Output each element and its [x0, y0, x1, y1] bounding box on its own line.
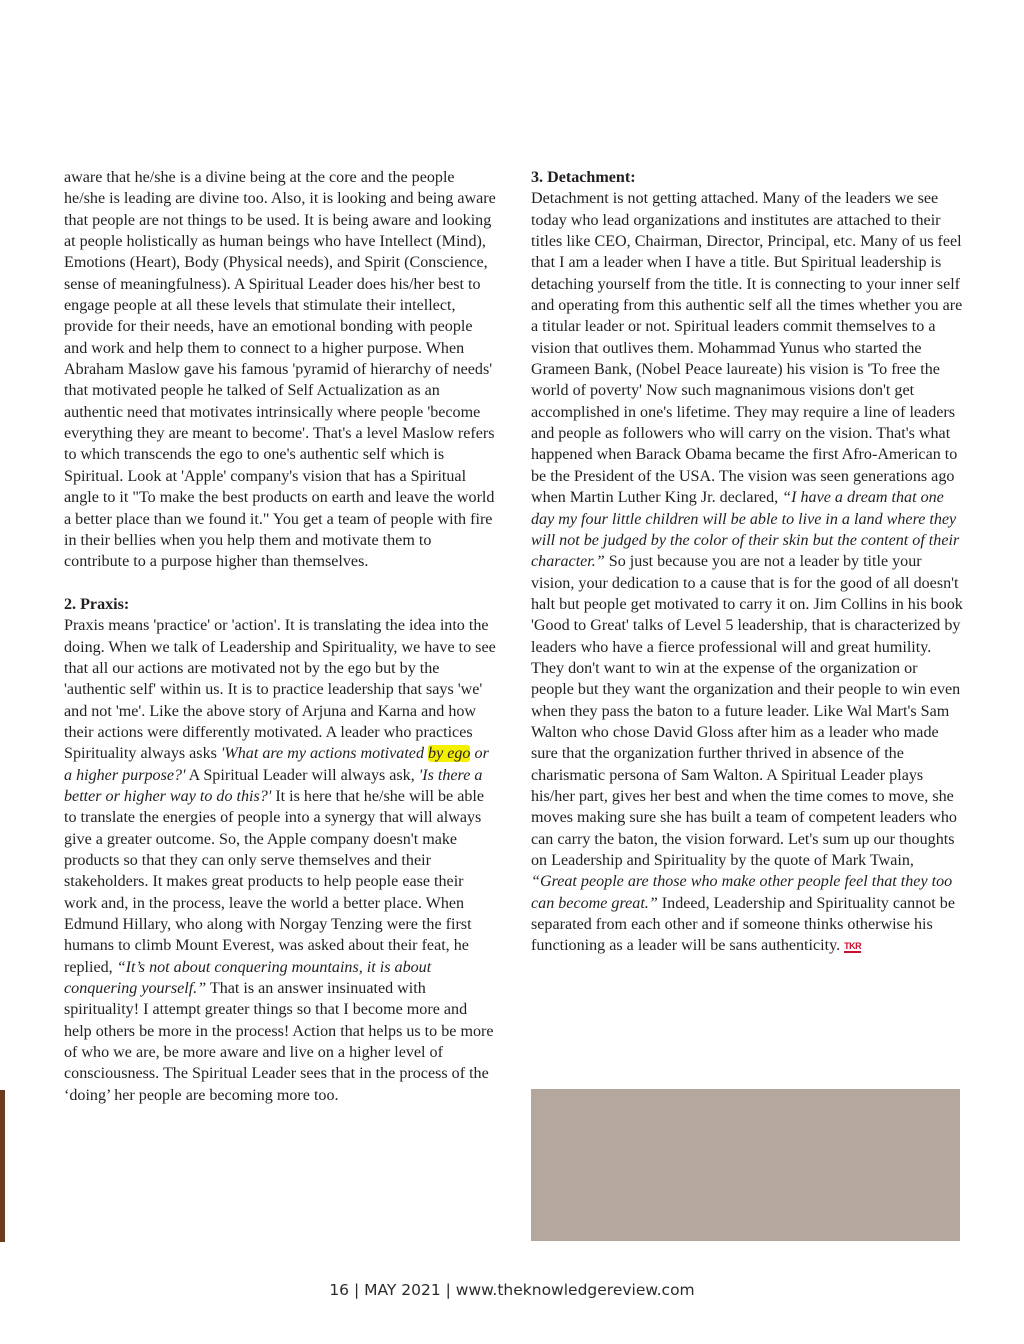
- heading-praxis: 2. Praxis:: [64, 595, 130, 613]
- praxis-text-1: Praxis means 'practice' or 'action'. It is translating the idea into the doing. When we talk of Leadership and Spirituality, we have to see that all our actions are motivated not by the ego but by the 'authentic self' within us. It is to practice leadership that says 'we' and not 'me'. Like the above story of Arjuna and Karna and how their actions were differently motivated. A leader who practices Spirituality always asks: [64, 617, 496, 763]
- praxis-text-2: A Spiritual Leader will always ask,: [185, 766, 419, 784]
- side-accent-bar: [0, 1090, 5, 1242]
- tkr-end-logo-icon: TKR: [844, 941, 862, 952]
- detachment-text-2: So just because you are not a leader by title your vision, your dedication to a cause that is for the good of all doesn't halt but people get motivated to carry it on. Jim Collins in his book 'Good to Great' talks of Level 5 leadership, that is characterized by leaders who have a fierce professional will and great humility. They don't want to win at the expense of the organization or people but they want the organization and their people to win even when they pass the baton to a future leader. Like Wal Mart's Sam Walton who chose David Gloss after him as a leader who made sure that the organization further thrived in absence of the charismatic persona of Sam Walton. A Spiritual Leader plays his/her part, gives her best and when the time comes to move, she moves making sure she has built a team of competent leaders who can carry the baton, the vision forward. Let's sum up our thoughts on Leadership and Spirituality by the quote of Mark Twain,: [531, 553, 963, 869]
- detachment-paragraph: [531, 188, 963, 956]
- quote-motivation-start: 'What are my actions motivated: [220, 745, 424, 763]
- intro-paragraph: aware that he/she is a divine being at the core and the people he/she is leading are divine too. Also, it is looking and being aware that people are not things to be used. It is being aware and looking at people holistically as human beings who have Intellect (Mind), Emotions (Heart), Body (Physical needs), and Spirit (Conscience, sense of meaningfulness). A Spiritual Leader does his/her best to engage people at all these levels that stimulate their intellect, provide for their needs, have an emotional bonding with people and work and help them to connect to a higher purpose. When Abraham Maslow gave his famous 'pyramid of hierarchy of needs' that motivated people he talked of Self Actualization as an authentic need that motivates intrinsically where people 'become everything they are meant to become'. That's a level Maslow refers to which transcends the ego to one's authentic self which is Spiritual. Look at 'Apple' company's vision that has a Spiritual angle to it "To make the best products on earth and leave the world a better place than we found it." You get a team of people with fire in their bellies when you help them and motivate them to contribute to a purpose higher than themselves.: [64, 169, 496, 571]
- detachment-text-1: Detachment is not getting attached. Many of the leaders we see today who lead organizations and institutes are attached to their titles like CEO, Chairman, Director, Principal, etc. Many of us feel that I am a leader when I have a title. But Spiritual leadership is detaching yourself from the title. It is connecting to your inner self and operating from this authentic self all the times whether you are a titular leader or not. Spiritual leaders commit themselves to a vision that outlives them. Mohammad Yunus who started the Grameen Bank, (Nobel Peace laureate) his vision is 'To free the world of poverty' Now such magnanimous visions don't get accomplished in one's lifetime. They may require a line of leaders and people as followers who will carry on the vision. That's what happened when Barack Obama became the first Afro-American to be the President of the USA. The vision was seen generations ago when Martin Luther King Jr. declared,: [531, 190, 963, 507]
- praxis-text-4: That is an answer insinuated with spirituality! I attempt greater things so that I become more and help others be more in the process! Action that helps us to be more of who we are, be more aware and live on a higher level of consciousness. The Spiritual Leader sees that in the process of the ‘doing’ her people are becoming more too.: [64, 980, 494, 1104]
- right-column: [531, 167, 963, 957]
- page-footer: 16 | MAY 2021 | www.theknowledgereview.com: [329, 1281, 695, 1299]
- quote-motivation-end: or a higher purpose?': [64, 745, 489, 784]
- praxis-paragraph: [64, 615, 496, 1106]
- praxis-text-3: It is here that he/she will be able to translate the energies of people into a synergy that will always give a greater outcome. So, the Apple company doesn't make products so that they can only serve themselves and their stakeholders. It makes great products to help people ease their work and, in the process, leave the world a better place. When Edmund Hillary, who along with Norgay Tenzing were the first humans to climb Mount Everest, was asked about their feat, he replied,: [64, 787, 485, 976]
- image-placeholder: [531, 1089, 960, 1241]
- highlight-by-ego: by ego: [428, 745, 471, 763]
- quote-better-way: 'Is there a better or higher way to do this?': [64, 766, 483, 805]
- detachment-text-3: Indeed, Leadership and Spirituality cannot be separated from each other and if someone thinks otherwise his functioning as a leader will be sans authenticity.: [531, 894, 955, 955]
- quote-mlk: “I have a dream that one day my four little children will be able to live in a land where they will not be judged by the color of their skin but the content of their character.”: [531, 489, 960, 571]
- quote-hillary: “It’s not about conquering mountains, it is about conquering yourself.”: [64, 958, 432, 998]
- quote-twain: “Great people are those who make other people feel that they too can become great.”: [531, 873, 953, 912]
- heading-detachment: 3. Detachment:: [531, 169, 636, 186]
- left-column: [64, 167, 496, 1106]
